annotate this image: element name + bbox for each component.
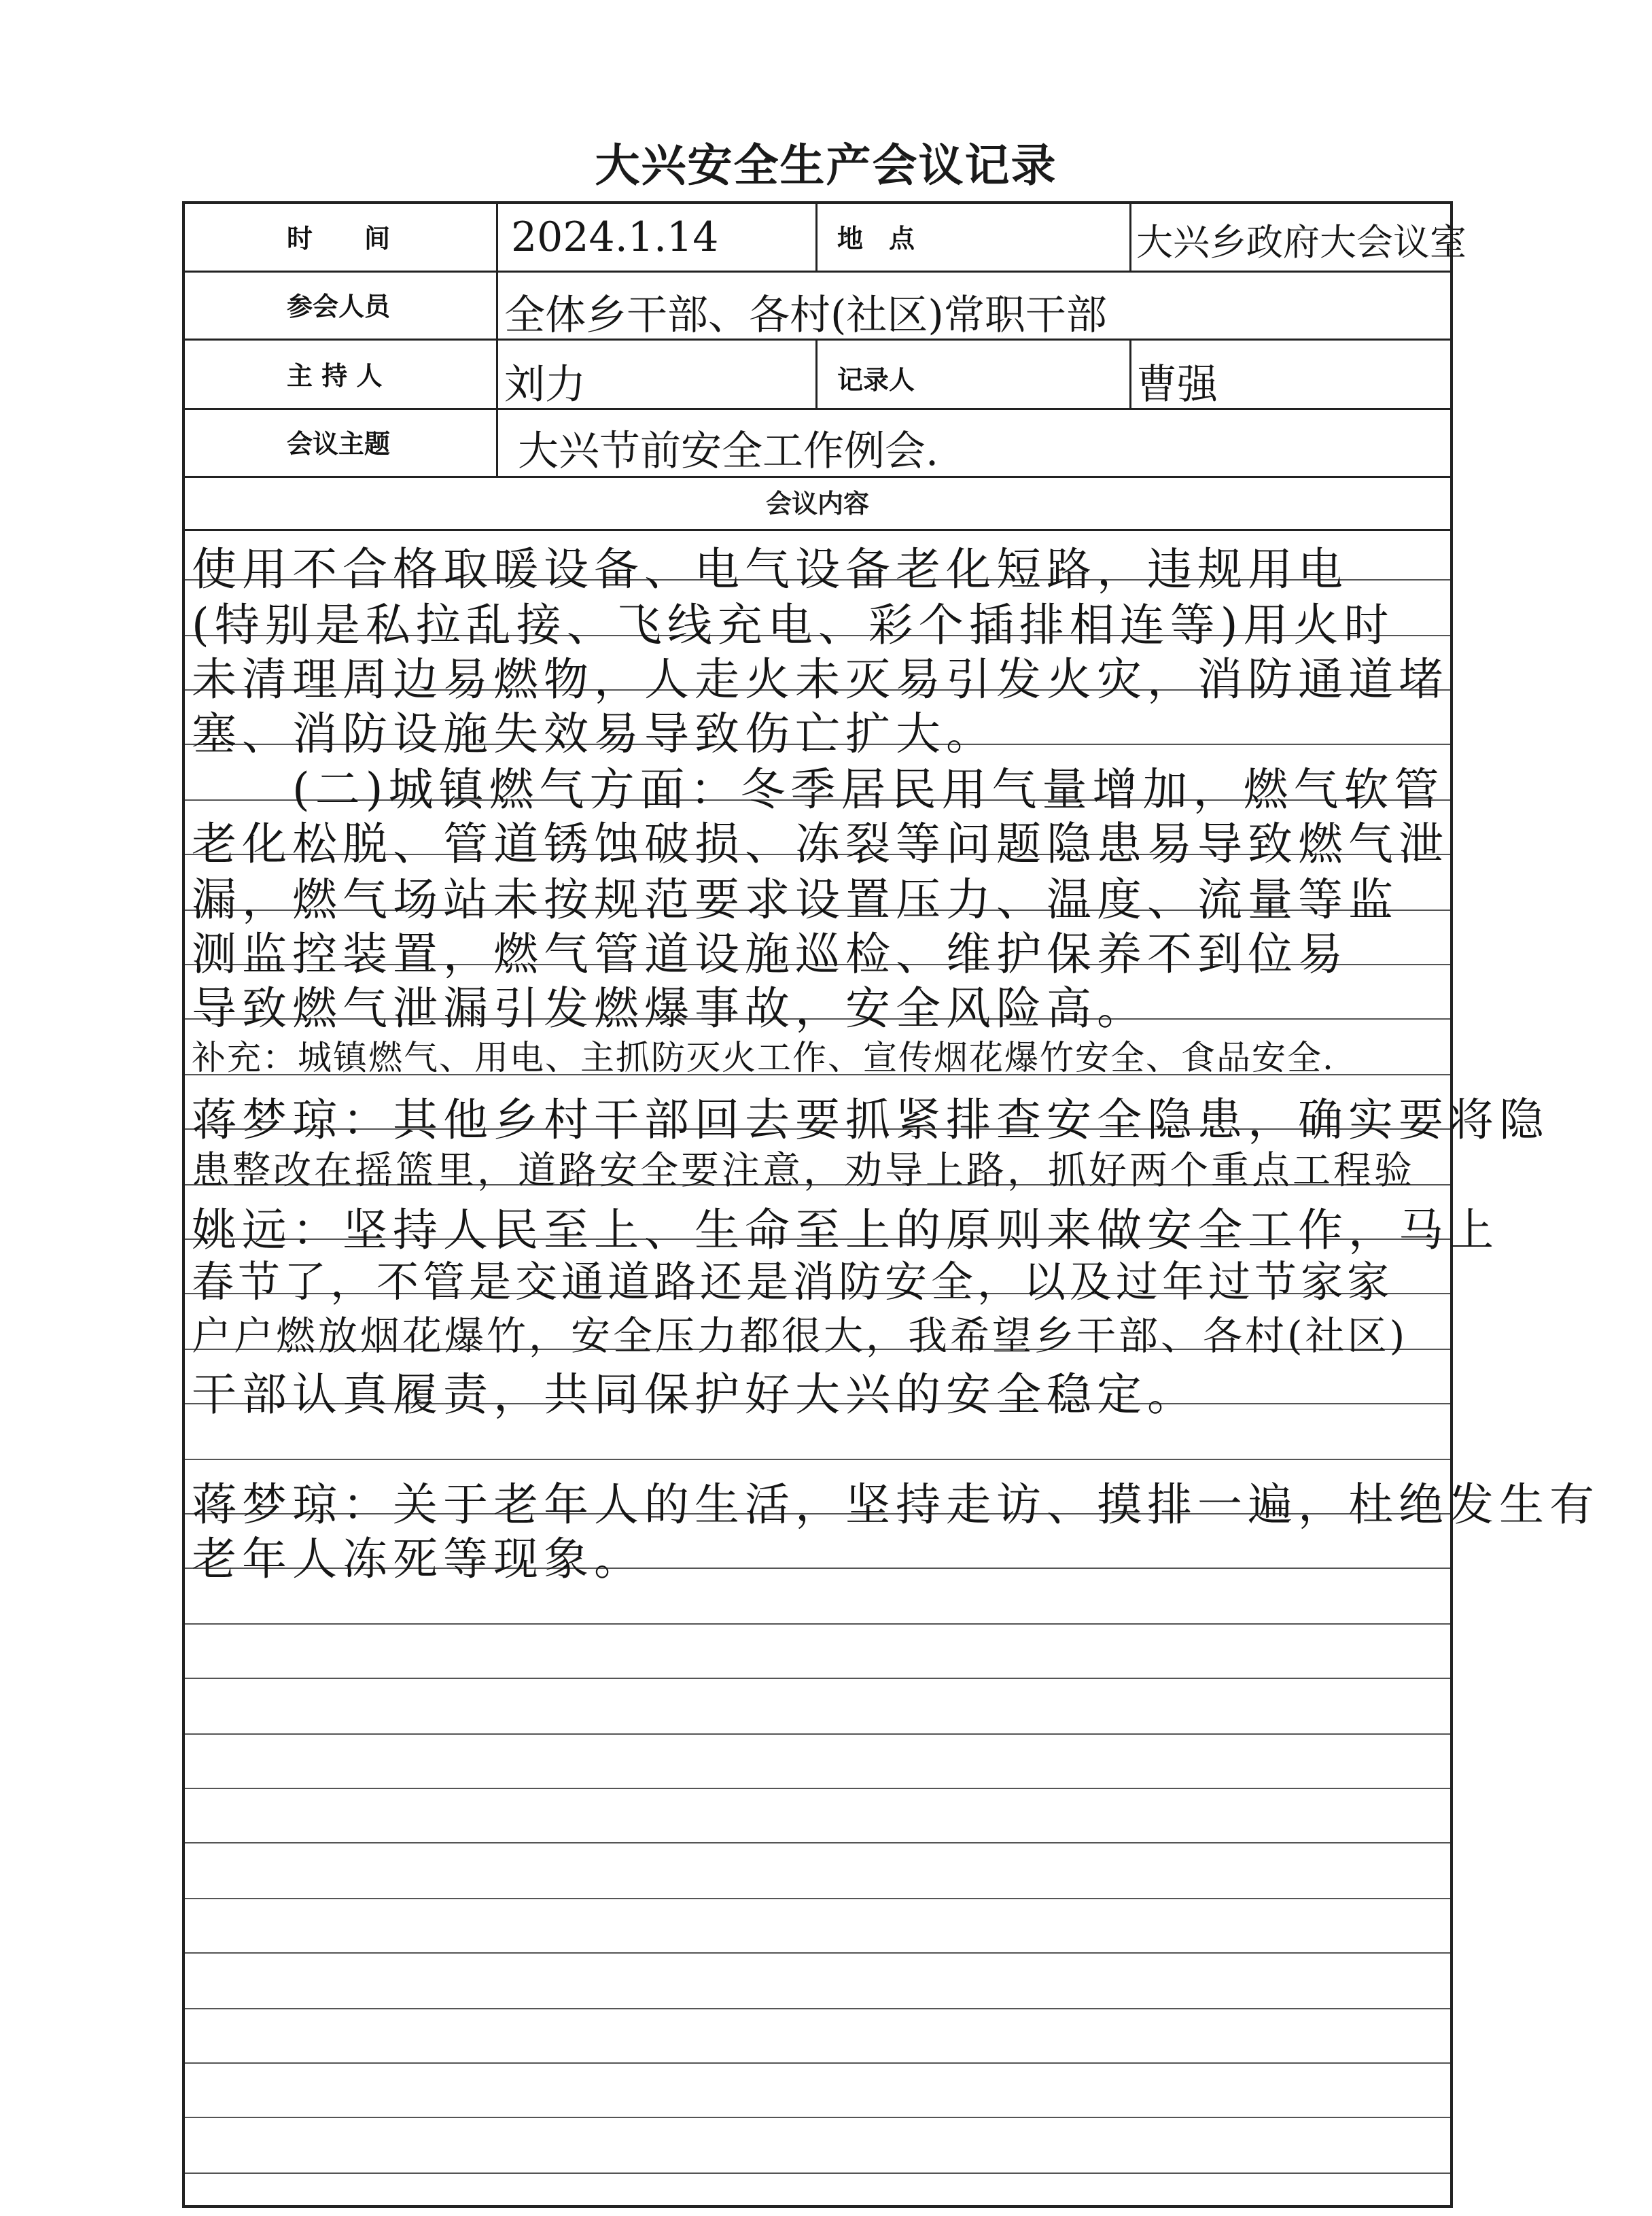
place-value: 大兴乡政府大会议室 <box>1136 221 1466 264</box>
content-line: 导致燃气泄漏引发燃爆事故，安全风险高。 <box>192 982 1147 1035</box>
place-label: 地 点 <box>837 224 915 254</box>
meeting-record-form <box>182 201 1600 2208</box>
content-line: 补充：城镇燃气、用电、主抓防灭火工作、宣传烟花爆竹安全、食品安全. <box>192 1038 1335 1077</box>
topic-label: 会议主题 <box>287 429 391 459</box>
content-line: 春节了，不管是交通道路还是消防安全，以及过年过节家家 <box>192 1257 1394 1306</box>
ruled-line <box>185 1459 1450 1460</box>
content-line: (二)城镇燃气方面：冬季居民用气量增加，燃气软管 <box>192 763 1445 816</box>
content-line: 塞、消防设施失效易导致伤亡扩大。 <box>192 708 996 760</box>
ruled-line <box>185 2062 1450 2064</box>
content-line: 患整改在摇篮里，道路安全要注意，劝导上路，抓好两个重点工程验 <box>192 1149 1415 1193</box>
ruled-line <box>185 1623 1450 1625</box>
ruled-line <box>185 1898 1450 1899</box>
column-divider <box>496 204 498 476</box>
ruled-line <box>185 2117 1450 2118</box>
ruled-line <box>185 1842 1450 1843</box>
content-line: 户户燃放烟花爆竹，安全压力都很大，我希望乡干部、各村(社区) <box>192 1313 1408 1359</box>
attendees-label: 参会人员 <box>287 292 391 322</box>
content-heading: 会议内容 <box>765 489 869 519</box>
content-line: 干部认真履责，共同保护好大兴的安全稳定。 <box>192 1368 1197 1421</box>
row-divider <box>185 271 1450 273</box>
recorder-value: 曹强 <box>1136 361 1218 409</box>
time-value: 2024.1.14 <box>511 213 719 261</box>
ruled-line <box>185 1733 1450 1735</box>
content-line: 老化松脱、管道锈蚀破损、冻裂等问题隐患易导致燃气泄 <box>192 818 1449 870</box>
row-divider <box>185 408 1450 410</box>
content-line: 使用不合格取暖设备、电气设备老化短路，违规用电 <box>192 543 1348 595</box>
column-divider <box>815 339 818 408</box>
topic-value: 大兴节前安全工作例会. <box>518 428 939 475</box>
content-line: (特别是私拉乱接、飞线充电、彩个插排相连等)用火时 <box>192 599 1394 651</box>
content-line: 蒋梦琼：关于老年人的生活，坚持走访、摸排一遍，杜绝发生有 <box>192 1478 1600 1531</box>
ruled-line <box>185 1952 1450 1954</box>
column-divider <box>1129 339 1131 408</box>
ruled-line <box>185 1788 1450 1789</box>
row-divider <box>185 529 1450 531</box>
ruled-line <box>185 2172 1450 2174</box>
host-label: 主 持 人 <box>287 361 383 391</box>
ruled-line <box>185 1678 1450 1679</box>
content-line: 测监控装置，燃气管道设施巡检、维护保养不到位易 <box>192 928 1348 980</box>
column-divider <box>815 204 818 271</box>
page-title: 大兴安全生产会议记录 <box>595 139 1057 192</box>
column-divider <box>1129 204 1131 271</box>
host-value: 刘力 <box>504 361 586 409</box>
ruled-line <box>185 2008 1450 2009</box>
content-line: 蒋梦琼：其他乡村干部回去要抓紧排查安全隐患，确实要将隐 <box>192 1094 1549 1146</box>
recorder-label: 记录人 <box>837 365 915 395</box>
content-line: 漏，燃气场站未按规范要求设置压力、温度、流量等监 <box>192 873 1399 926</box>
time-label: 时 间 <box>287 224 391 254</box>
attendees-value: 全体乡干部、各村(社区)常职干部 <box>504 292 1107 339</box>
content-line: 姚远：坚持人民至上、生命至上的原则来做安全工作，马上 <box>192 1204 1499 1256</box>
content-line: 老年人冻死等现象。 <box>192 1533 644 1585</box>
content-line: 未清理周边易燃物，人走火未灭易引发火灾，消防通道堵 <box>192 653 1449 706</box>
